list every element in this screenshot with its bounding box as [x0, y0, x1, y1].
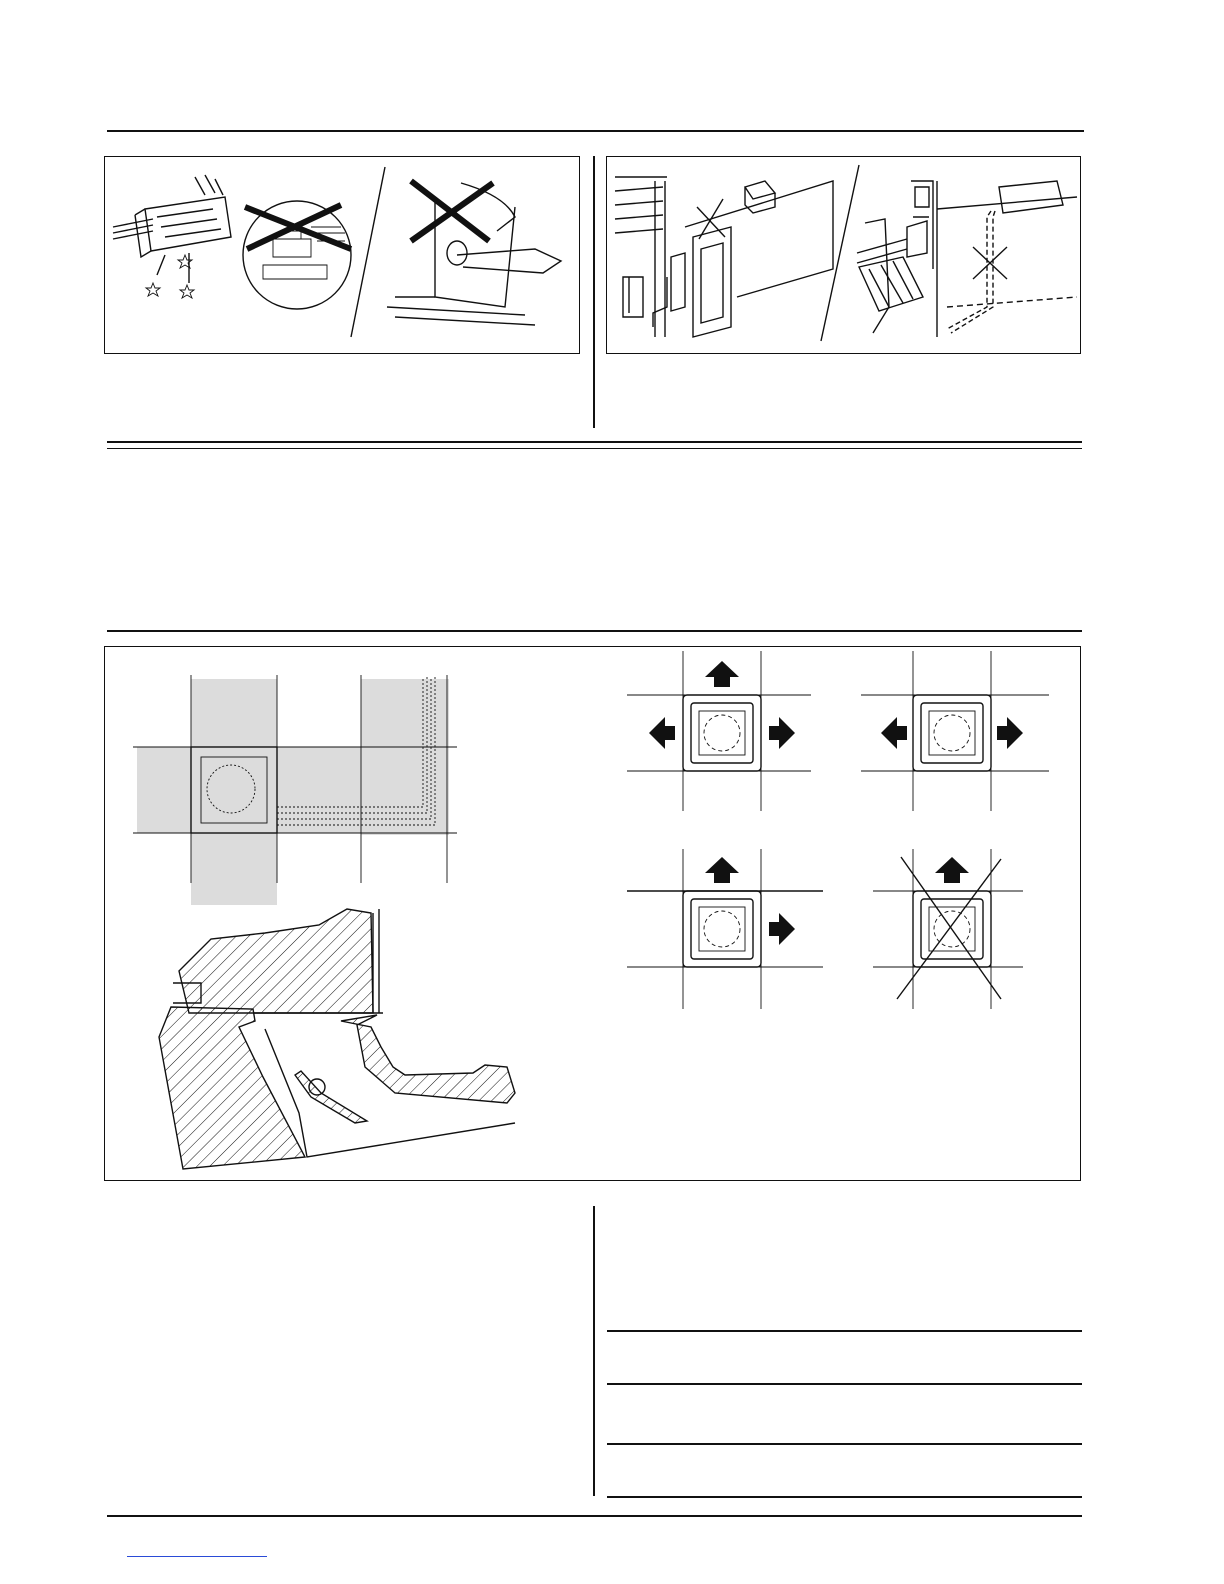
- star-marker-icon: [146, 255, 194, 298]
- figure-installation-precautions-right: [606, 156, 1081, 354]
- arrow-right-icon: [769, 913, 795, 945]
- section-double-rule-bottom: [107, 448, 1082, 449]
- right-column-rule-3: [607, 1443, 1082, 1445]
- arrow-up-icon: [705, 661, 739, 687]
- section-double-rule-top: [107, 441, 1082, 443]
- cassette-layout-plan-icon: [133, 675, 457, 905]
- arrow-right-icon: [769, 717, 795, 749]
- footer-link[interactable]: [127, 1556, 267, 1557]
- arrow-left-icon: [881, 717, 907, 749]
- prohibited-detail-icon: [243, 201, 351, 309]
- building-piping-prohibited-icon: [607, 157, 1082, 355]
- right-column-rule-4: [607, 1496, 1082, 1498]
- arrow-up-icon: [935, 857, 969, 883]
- column-divider-top: [593, 156, 595, 428]
- arrow-up-icon: [705, 857, 739, 883]
- section-rule: [107, 630, 1082, 632]
- top-rule: [107, 130, 1084, 132]
- airflow-diagram-1: [627, 651, 811, 811]
- arrow-right-icon: [997, 717, 1023, 749]
- prohibited-wrench-icon: [387, 181, 561, 325]
- figure-cassette-placement: [104, 646, 1081, 1181]
- right-column-rule-1: [607, 1330, 1082, 1332]
- airflow-diagram-4-prohibited: [873, 849, 1023, 1009]
- ceiling-section-icon: [159, 909, 515, 1169]
- airflow-diagram-3: [627, 849, 823, 1009]
- balcony-unit-icon: [857, 181, 937, 337]
- wall-piping-prohibited-icon: [937, 181, 1077, 333]
- footer-rule: [107, 1515, 1082, 1517]
- right-column-rule-2: [607, 1383, 1082, 1385]
- airflow-diagram-2: [861, 651, 1049, 811]
- column-divider-bottom: [593, 1206, 595, 1496]
- figure-installation-precautions-left: [104, 156, 580, 354]
- arrow-left-icon: [649, 717, 675, 749]
- pipe-fittings-icon: [105, 157, 581, 355]
